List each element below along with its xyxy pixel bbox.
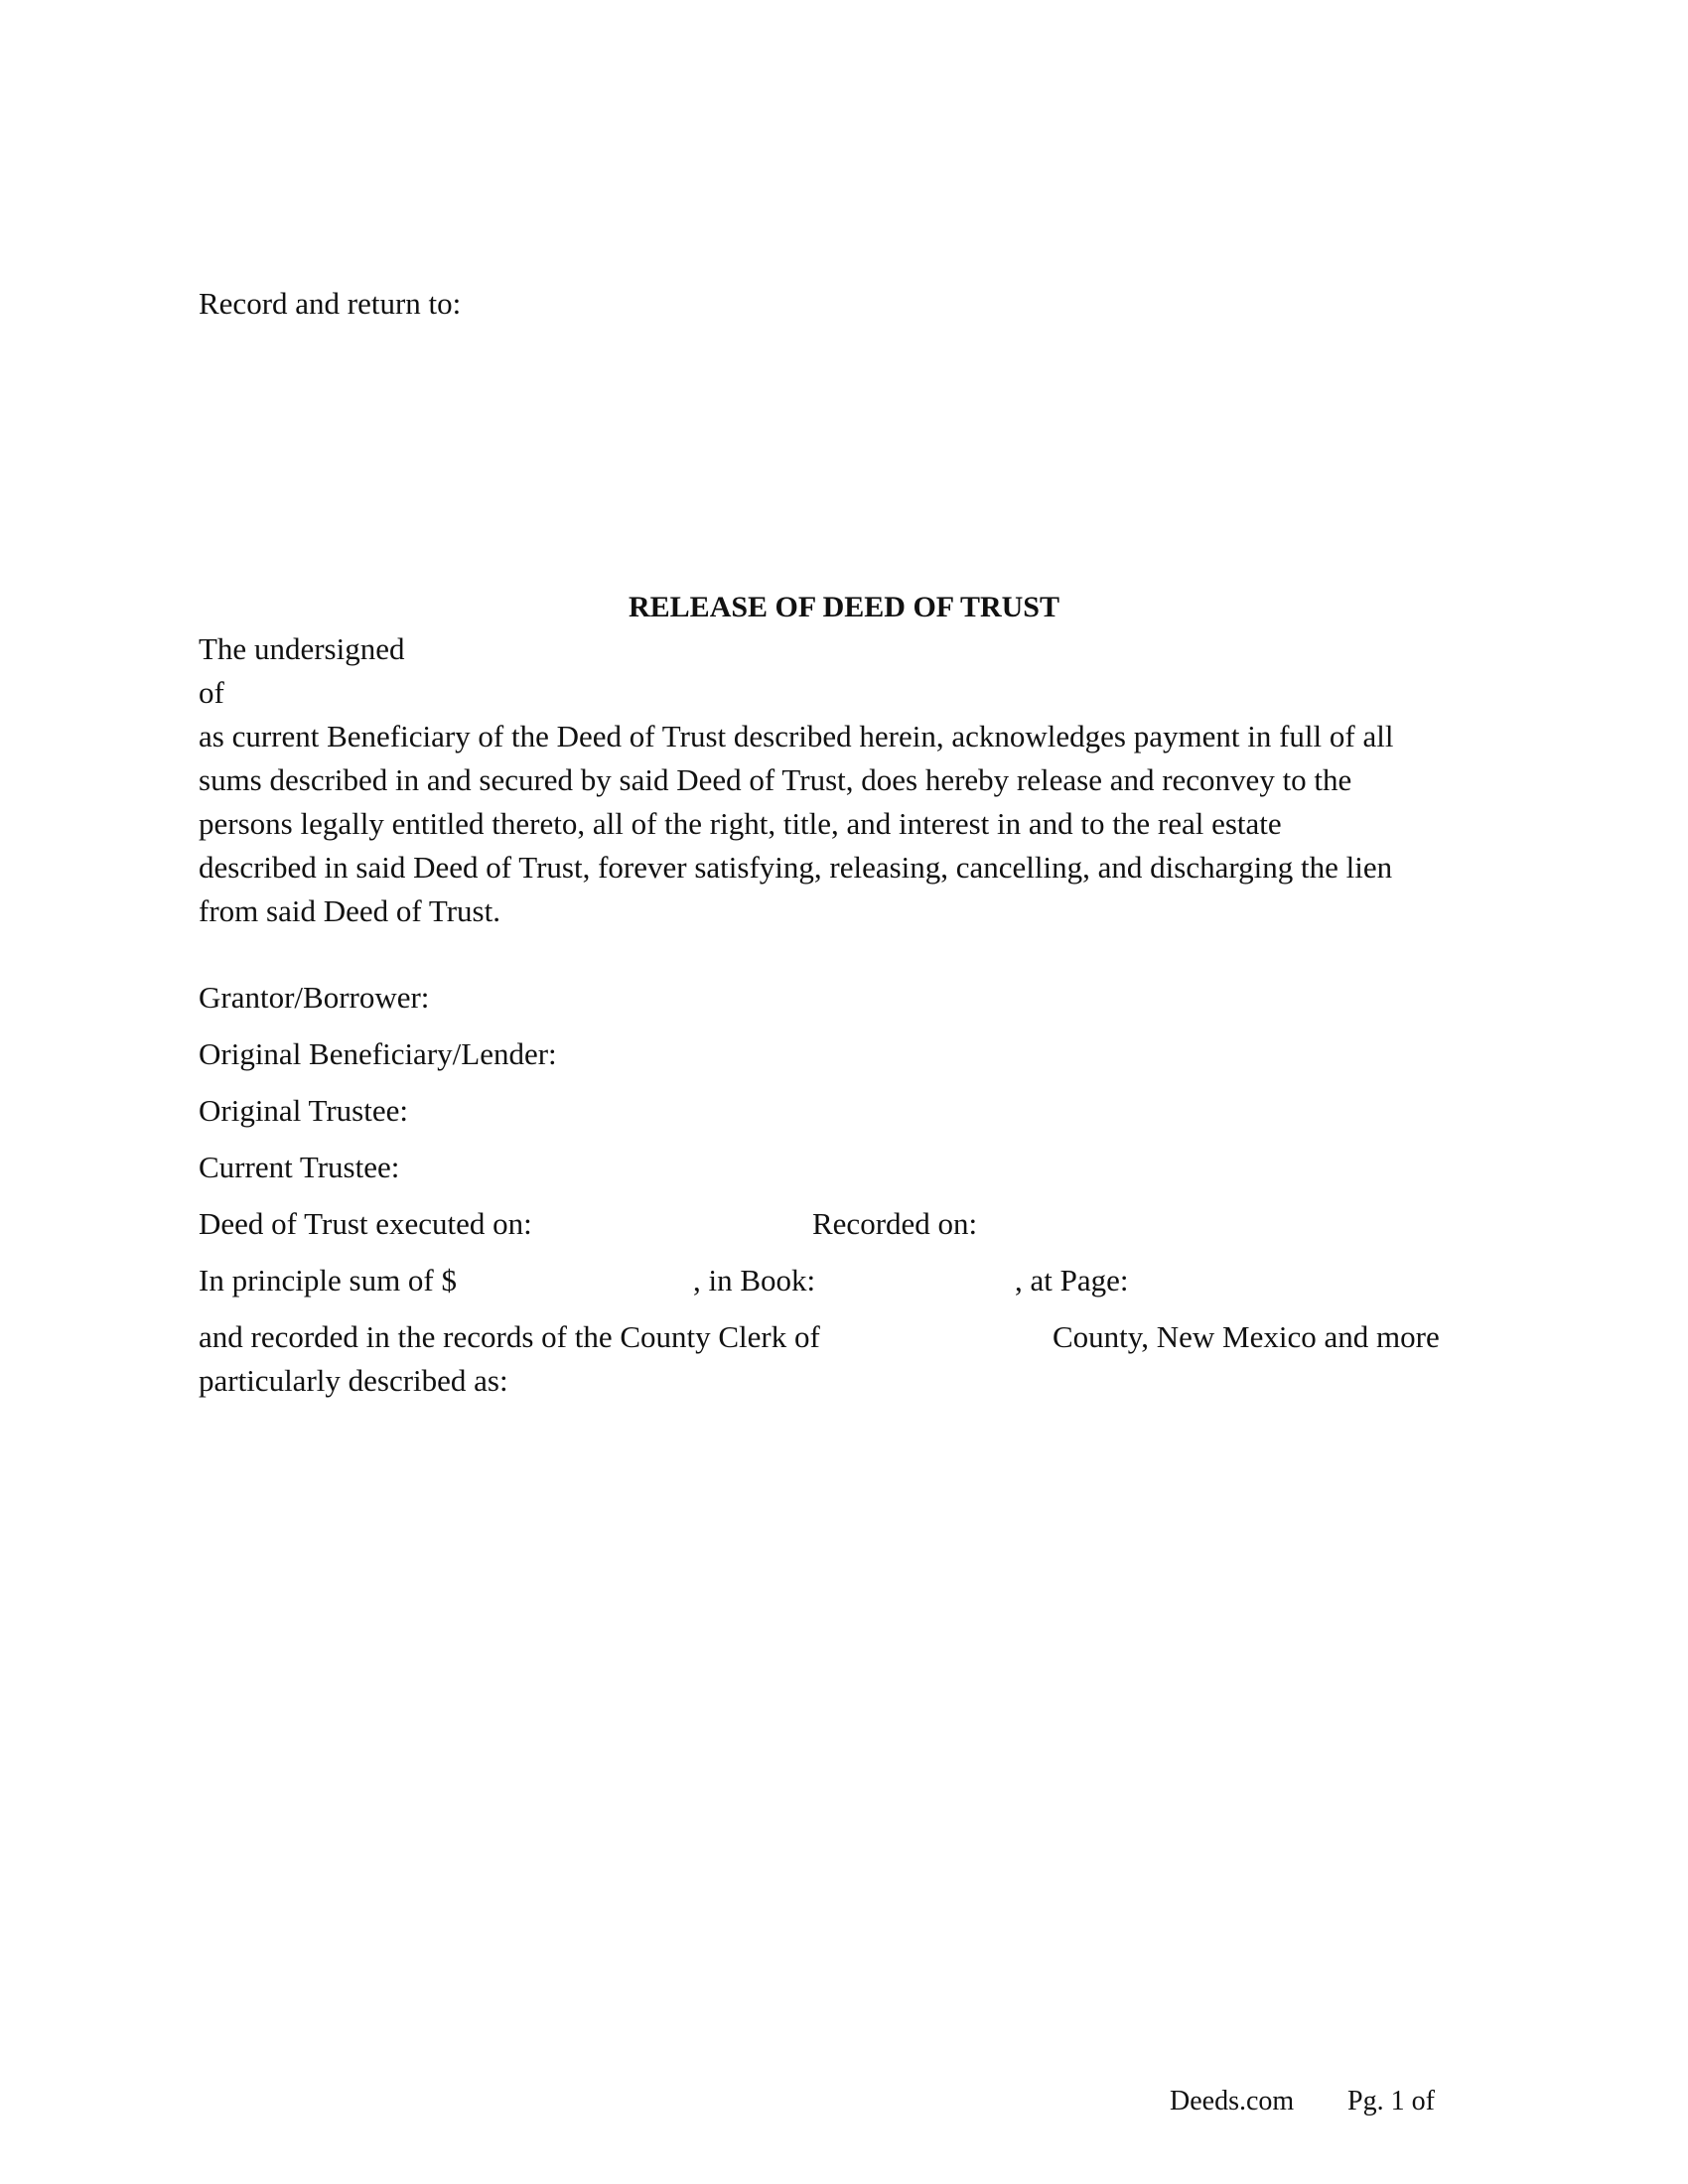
grantor-label: Grantor/Borrower:: [199, 980, 430, 1015]
in-book-label: , in Book:: [693, 1263, 816, 1297]
intro-line: described in said Deed of Trust, forever satisfying, releasing, cancelling, and discharging the lien: [199, 850, 1393, 885]
footer-site: Deeds.com: [1170, 2086, 1295, 2116]
intro-line: persons legally entitled thereto, all of the right, title, and interest in and to the real estate: [199, 806, 1282, 841]
executed-on-label: Deed of Trust executed on:: [199, 1206, 532, 1241]
intro-line: of: [199, 675, 224, 710]
original-trustee-label: Original Trustee:: [199, 1093, 408, 1128]
county-clerk-label: and recorded in the records of the County Clerk of: [199, 1319, 820, 1354]
recorded-on-label: Recorded on:: [812, 1206, 978, 1241]
current-trustee-label: Current Trustee:: [199, 1150, 400, 1184]
original-beneficiary-label: Original Beneficiary/Lender:: [199, 1036, 557, 1071]
described-as-label: particularly described as:: [199, 1363, 508, 1398]
intro-line: as current Beneficiary of the Deed of Trust described herein, acknowledges payment in full of all: [199, 719, 1394, 753]
county-state-label: County, New Mexico and more: [1053, 1319, 1440, 1354]
principle-sum-label: In principle sum of $: [199, 1263, 458, 1297]
intro-line: from said Deed of Trust.: [199, 893, 500, 928]
footer-page-number: Pg. 1 of: [1347, 2086, 1435, 2116]
record-return-label: Record and return to:: [199, 286, 462, 321]
intro-line: sums described in and secured by said Deed of Trust, does hereby release and reconvey to the: [199, 762, 1352, 797]
document-title: RELEASE OF DEED OF TRUST: [629, 591, 1059, 623]
at-page-label: , at Page:: [1015, 1263, 1129, 1297]
intro-line: The undersigned: [199, 631, 405, 666]
intro-paragraph: [199, 627, 1509, 933]
